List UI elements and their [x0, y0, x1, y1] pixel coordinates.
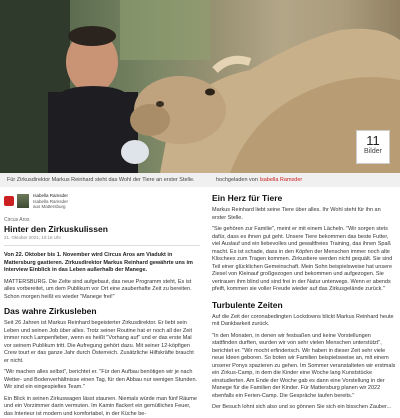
subheading-turbulente-zeiten: Turbulente Zeiten — [212, 300, 396, 310]
subheading-herz-fuer-tiere: Ein Herz für Tiere — [212, 193, 396, 203]
article-paragraph-1: MATTERSBURG. Die Zelte sind aufgebaut, das neue Programm steht, Es ist alles vorbereitet, um dem Publikum vor Ort eine zauberhafte Zeit zu bereiten. Schon morgen heißt es wieder "Manege frei!" — [4, 279, 200, 302]
article-paragraph-8: "In den Monaten, in denen wir festsaßen und keine Vorstellungen stattfinden durften, wurden wir von sehr vielen Menschen unterstützt", berichtet er. "Wir mocht erfinderisch. Wir haben in dieser Zeit sehr viele neue Ideen geboren. So boten wir Familien beispielsweise an, mit einem unserer Ponys spazieren zu gehen. Im Sommer veranstalteten wir erstmals ein Zirkus-Camp, in dem die Kinder eine Woche lang Kunststücke einstudierten. Am Ende der Woche gab es dann eine Vorstellung in der Manege für die Familien der Kinder. Für Mattersburg planen wir 2022 ebenfalls ein Ferien-Camp. Die Gespräche laufen bereits." — [212, 333, 396, 401]
gallery-count: 11 — [357, 134, 389, 148]
author-name[interactable]: Isabella Ramsder — [33, 193, 68, 199]
divider — [4, 245, 200, 246]
article-right-column — [212, 193, 396, 412]
article-lead: Von 22. Oktober bis 1. November wird Circus Aros am Viadukt in Mattersburg gastieren. Zirkusdirektor Markus Reinhard gewährte uns im Interview Einblick in das Leben außerhalb der Manege. — [4, 252, 200, 275]
article-paragraph-5: Markus Reinhard liebt seine Tiere über alles. Ihr Wohl steht für ihn an erster Stelle. — [212, 207, 396, 222]
caption-credit-prefix: hochgeladen von — [216, 177, 258, 183]
caption-text: Für Zirkusdirektor Markus Reinhard steht das Wohl der Tiere an erster Stelle. — [7, 177, 195, 183]
caption-credit — [216, 177, 302, 183]
caption-credit-link[interactable]: Isabella Ramsder — [259, 177, 302, 183]
article-left-column — [4, 193, 200, 418]
author-avatar[interactable] — [17, 194, 29, 208]
gallery-count-badge[interactable] — [356, 130, 390, 164]
author-name-link[interactable]: Isabella Ramsder — [33, 199, 68, 205]
article-paragraph-7: Auf die Zeit der coronabedingten Lockdowns blickt Markus Reinhard heute mit Dankbarkeit zurück. — [212, 314, 396, 329]
article-paragraph-6: "Sie gehören zur Familie", meint er mit einem Lächeln. "Wir sorgen stets dafür, dass es ihnen gut geht. Unsere Tiere bekommen das beste Futter, viel Auslauf und ein liebevolles und gewaltfreies Training, das ihnen Spaß macht. Es ist schade, dass in den Köpfen der Menschen immer noch alte Klischees zum Tragen kommen. Zirkustiere werden nicht gequält. Sie sind Teil einer glücklichen Gemeinschaft. Mein Sohn beispielsweise hat unsere Ziesel von Kleinauf großgezogen und bekommen und aufgezogen. Sie vertrauen ihm blind und sind frei in der Natur unterwegs. Wenn er abends pfeift, kommen sie voller Freude wieder auf das Zirkusgelände zurück." — [212, 226, 396, 294]
article-paragraph-4: Ein Blick in seinen Zirkuswagen lässt staunen. Niemals würde man fünf Räume und ein Vorzimmer darin vermuten. Im Kamin flackert ein gemütliches Feuer, das Interieur ist modern und komfortabel, in der Küche be- — [4, 396, 200, 418]
article-paragraph-9: Der Besuch lohnt sich also und so gönnen Sie sich ein bisschen Zauber... — [212, 404, 396, 412]
share-icon[interactable] — [4, 196, 14, 206]
gallery-label: Bilder — [364, 148, 382, 155]
hero-photo-illustration — [0, 0, 400, 173]
hero-image[interactable] — [0, 0, 400, 173]
article-dateline: 21. Oktober 2021, 10:16 Uhr — [4, 235, 200, 240]
author-box — [4, 193, 200, 213]
article-kicker: Circus Aros — [4, 217, 200, 223]
article-title: Hinter den Zirkuskulissen — [4, 224, 200, 234]
author-location: aus Mattersburg — [33, 204, 68, 210]
article-paragraph-3: "Wir machen alles selbst", berichtet er. "Für den Aufbau benötigen wir je nach Wetter- und Bodenverhältnisse einen Tag, für den Abbau nur wenigen Stunden. Wir sind ein eingespieltes Team." — [4, 369, 200, 392]
article-paragraph-2: Seit 26 Jahren ist Markus Reinhard begeisterter Zirkusdirektor. Er liebt sein Leben und seinen Job über alles. Trotz seiner Routine hat er noch all der Zeit immer noch Lampenfieber, wenn es heißt "Vorhang auf" und er das erste Mal vor seinem Publikum tritt. Die Aufregung gehört dazu. Mit seiner 12-köpfigen Crew tourt er das ganze Jahr durch Österreich. Zusätzliche Hilfskräfte braucht er nicht. — [4, 320, 200, 365]
subheading-zirkusleben: Das wahre Zirkusleben — [4, 306, 200, 316]
author-meta — [33, 193, 68, 210]
image-caption — [0, 173, 400, 187]
